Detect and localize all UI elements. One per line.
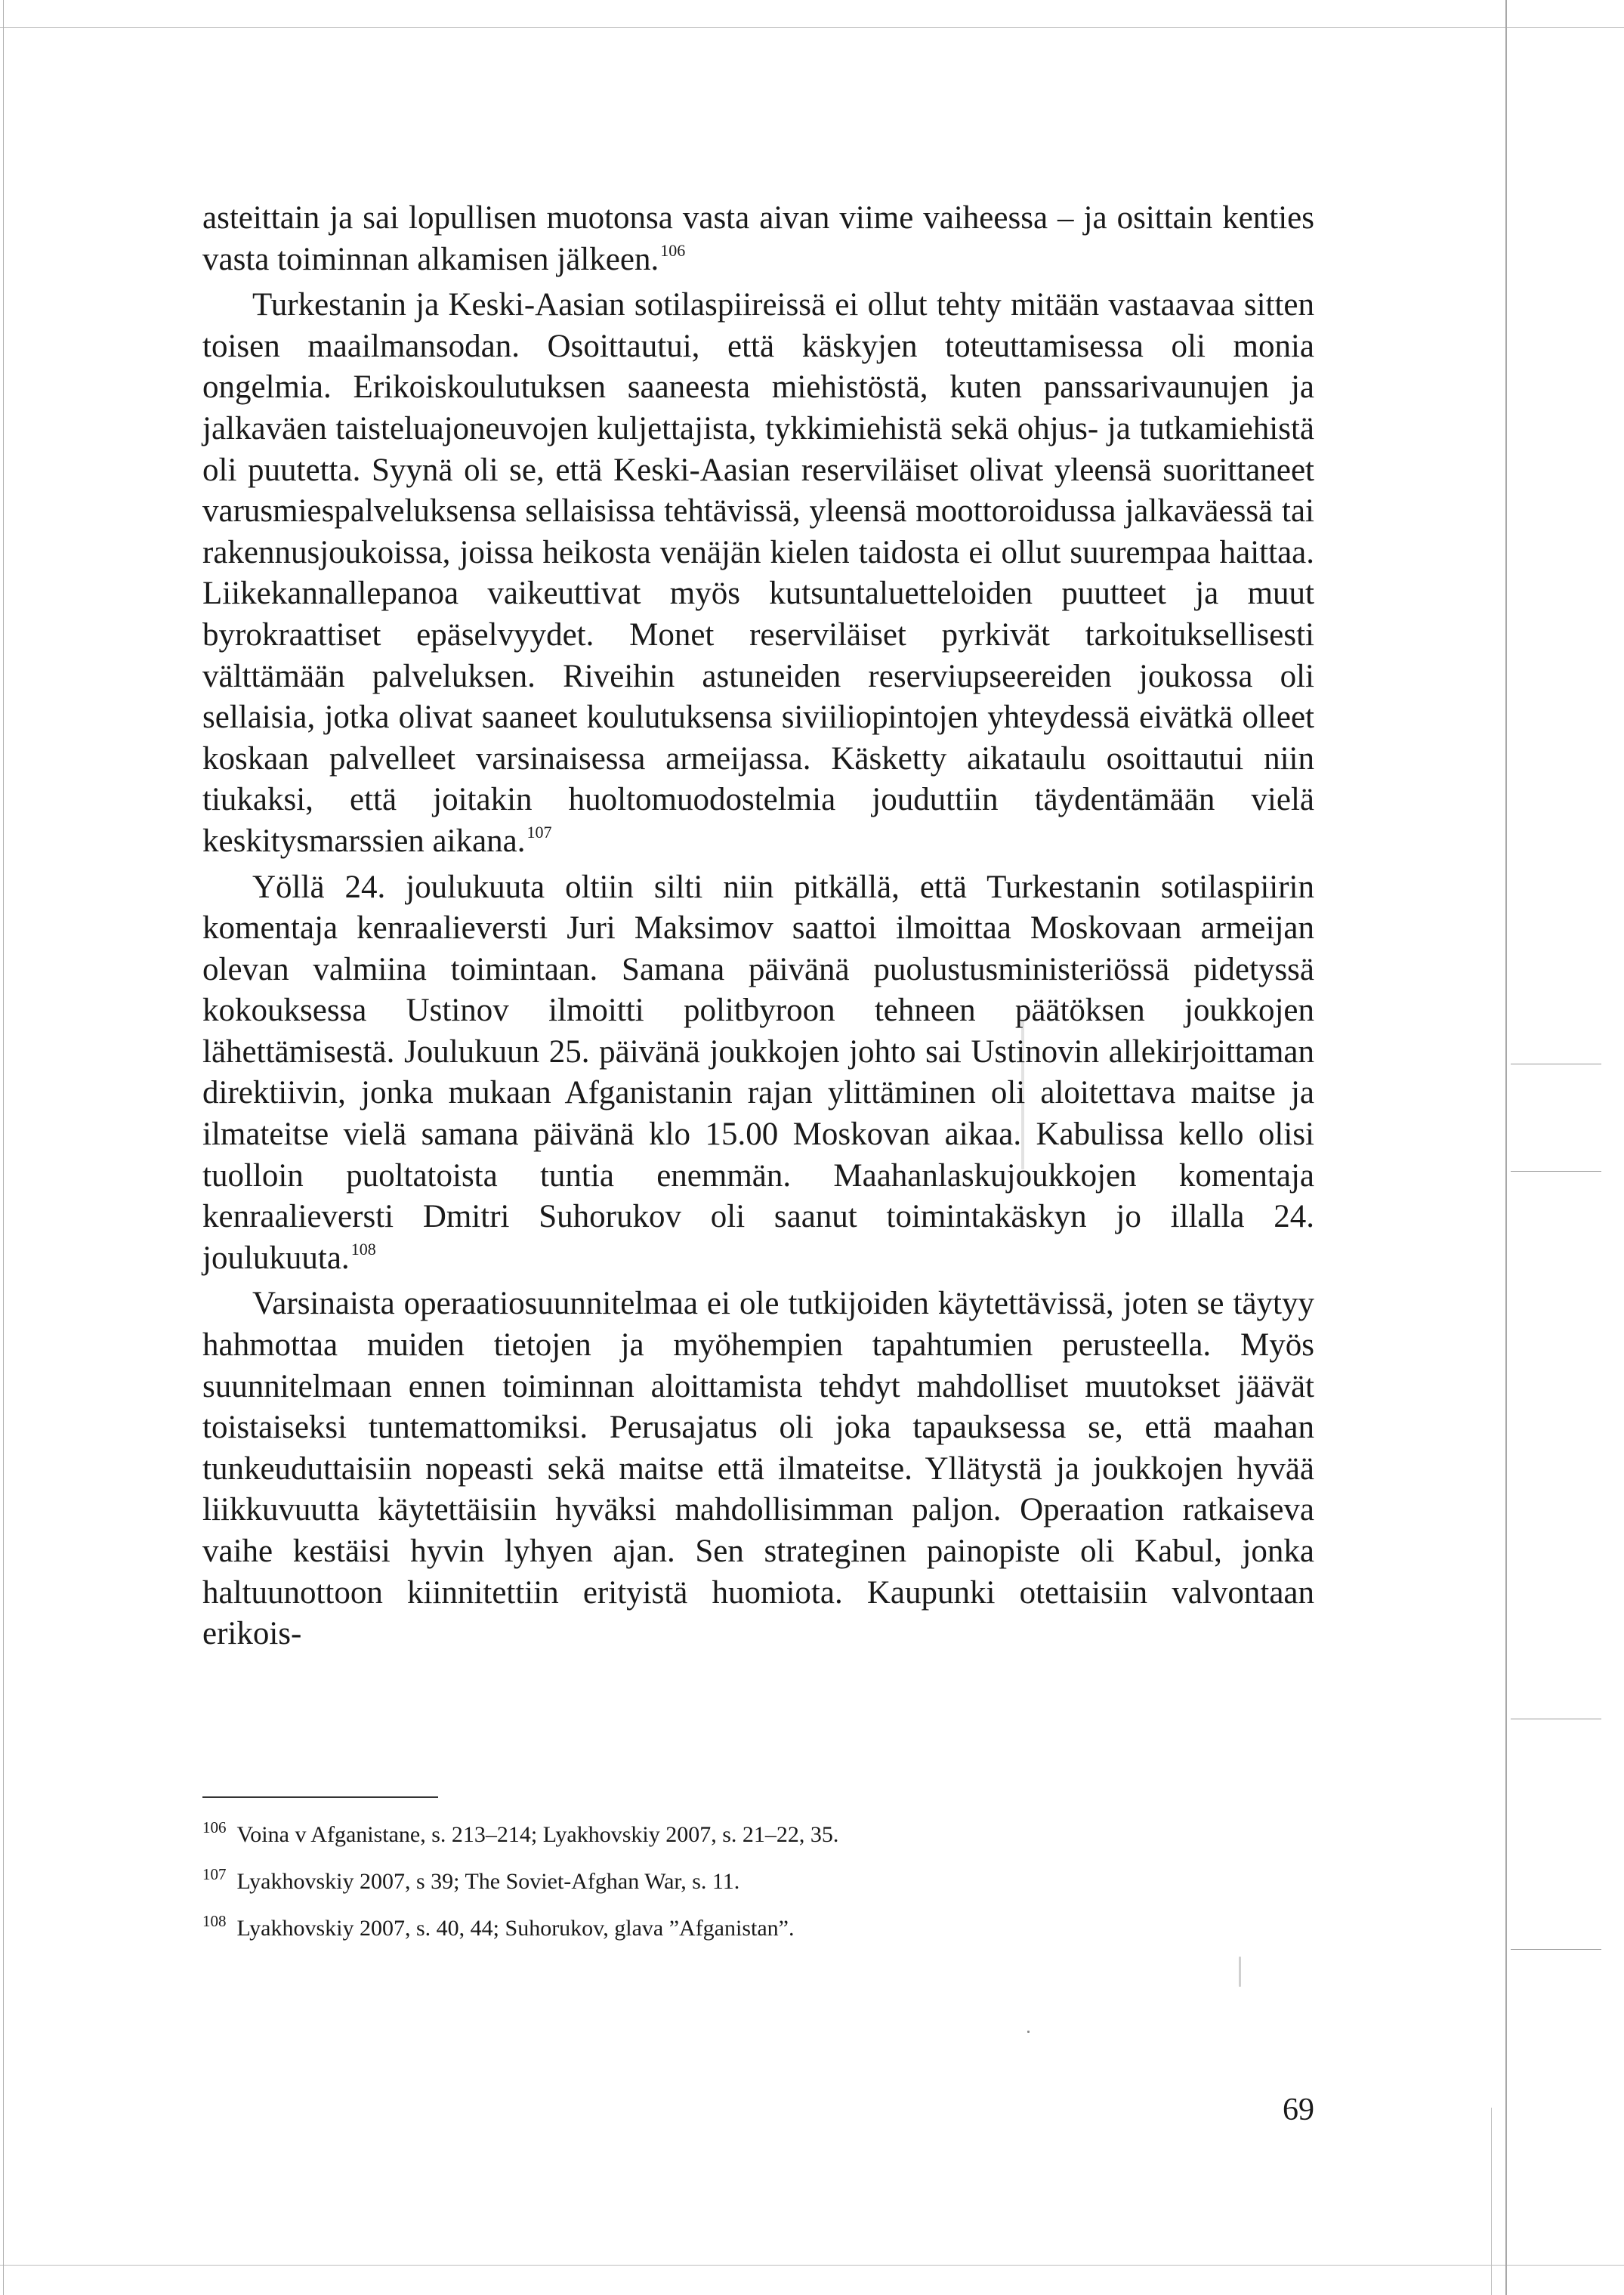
- footnote-number: 108: [202, 1912, 227, 1930]
- footnote-text: Lyakhovskiy 2007, s 39; The Soviet-Afghan War, s. 11.: [236, 1869, 740, 1894]
- footnotes: [202, 1818, 1314, 1961]
- paragraph-text: Yöllä 24. joulukuuta oltiin silti niin pitkällä, että Turkestanin sotilaspiirin komentaja kenraalieversti Juri Maksimov saattoi ilmoittaa Moskovaan armeijan olevan valmiina toimintaan. Samana päivänä puolustusministeriössä pidetyssä kokouksessa Ustinov ilmoitti politbyroon tehneen päätöksen joukkojen lähettämisestä. Joulukuun 25. päivänä joukkojen johto sai Ustinovin allekirjoittaman direktiivin, jonka mukaan Afganistanin rajan ylittäminen oli aloitettava maitse ja ilmateitse vielä samana päivänä klo 15.00 Moskovan aikaa. Kabulissa kello olisi tuolloin puoltatoista tuntia enemmän. Maahanlaskujoukkojen komentaja kenraalieversti Dmitri Suhorukov oli saanut toimintakäskyn jo illalla 24. joulukuuta.: [202, 869, 1314, 1276]
- scan-edge-right-inner: [1491, 2108, 1492, 2295]
- footnote-number: 106: [202, 1818, 227, 1836]
- scan-speck: [1239, 1957, 1241, 1987]
- footnote-number: 107: [202, 1865, 227, 1883]
- footnote-ref-107[interactable]: 107: [526, 822, 552, 842]
- scan-edge-left: [3, 0, 4, 2295]
- paragraph-text: asteittain ja sai lopullisen muotonsa vasta aivan viime vaiheessa – ja osittain kenties vasta toiminnan alkamisen jälkeen.: [202, 200, 1314, 277]
- scan-edge-top: [0, 27, 1624, 28]
- footnote-106: [202, 1818, 1314, 1851]
- paragraph-2: [202, 285, 1314, 866]
- scan-tick: [1511, 1949, 1601, 1950]
- paragraph-text: Turkestanin ja Keski-Aasian sotilaspiireissä ei ollut tehty mitään vastaavaa sitten toisen maailmansodan. Osoittautui, että käskyjen toteuttamisessa oli monia ongelmia. Erikoiskoulutuksen saaneesta miehistöstä, kuten panssarivaunujen ja jalkaväen taisteluajoneuvojen kuljettajista, tykkimiehistä sekä ohjus- ja tutkamiehistä oli puutetta. Syynä oli se, että Keski-Aasian reserviläiset olivat yleensä suorittaneet varusmiespalveluksensa sellaisissa tehtävissä, yleensä moottoroidussa jalkaväessä tai rakennusjoukoissa, joissa heikosta venäjän kielen taidosta ei ollut suurempaa haittaa. Liikekannallepanoa vaikeuttivat myös kutsuntaluetteloiden puutteet ja muut byrokraattiset epäselvyydet. Monet reserviläiset pyrkivät tarkoituksellisesti välttämään palveluksen. Riveihin astuneiden reserviupseereiden joukossa oli sellaisia, jotka olivat saaneet koulutuksensa siviiliopintojen yhteydessä eivätkä olleet koskaan palvelleet varsinaisessa armeijassa. Käsketty aikataulu osoittautui niin tiukaksi, että joitakin huoltomuodostelmia jouduttiin täydentämään vielä keskitysmarssien aikana.: [202, 287, 1314, 859]
- paragraph-text: Varsinaista operaatiosuunnitelmaa ei ole tutkijoiden käytettävissä, joten se täytyy hahmottaa muiden tietojen ja myöhempien tapahtumien perusteella. Myös suunnitelmaan ennen toiminnan aloittamista tehdyt mahdolliset muutokset jäävät toistaiseksi tuntemattomiksi. Perusajatus oli joka tapauksessa se, että maahan tunkeuduttaisiin nopeasti sekä maitse että ilmateitse. Yllätystä ja joukkojen hyvää liikkuvuutta käytettäisiin hyväksi mahdollisimman paljon. Operaation ratkaiseva vaihe kestäisi hyvin lyhyen ajan. Sen strateginen painopiste oli Kabul, jonka haltuunottoon kiinnitettiin erityistä huomiota. Kaupunki otettaisiin valvontaan erikois-: [202, 1286, 1314, 1652]
- scan-tick: [1511, 1171, 1601, 1172]
- footnote-107: [202, 1867, 1314, 1898]
- paragraph-3: [202, 867, 1314, 1284]
- page-number: 69: [1283, 2093, 1314, 2127]
- footnote-ref-108[interactable]: 108: [350, 1239, 376, 1259]
- scan-edge-right: [1505, 0, 1507, 2295]
- footnote-text: Lyakhovskiy 2007, s. 40, 44; Suhorukov, glava ”Afganistan”.: [236, 1916, 795, 1941]
- scan-speck: [1027, 2031, 1030, 2033]
- footnote-ref-106[interactable]: 106: [660, 240, 686, 260]
- footnote-108: [202, 1914, 1314, 1944]
- body-text: [202, 198, 1314, 1655]
- scan-edge-bottom: [0, 2265, 1624, 2266]
- paragraph-4: [202, 1283, 1314, 1654]
- footnote-separator: [202, 1796, 438, 1798]
- footnote-text: Voina v Afganistane, s. 213–214; Lyakhovskiy 2007, s. 21–22, 35.: [236, 1822, 839, 1847]
- paragraph-1: [202, 198, 1314, 285]
